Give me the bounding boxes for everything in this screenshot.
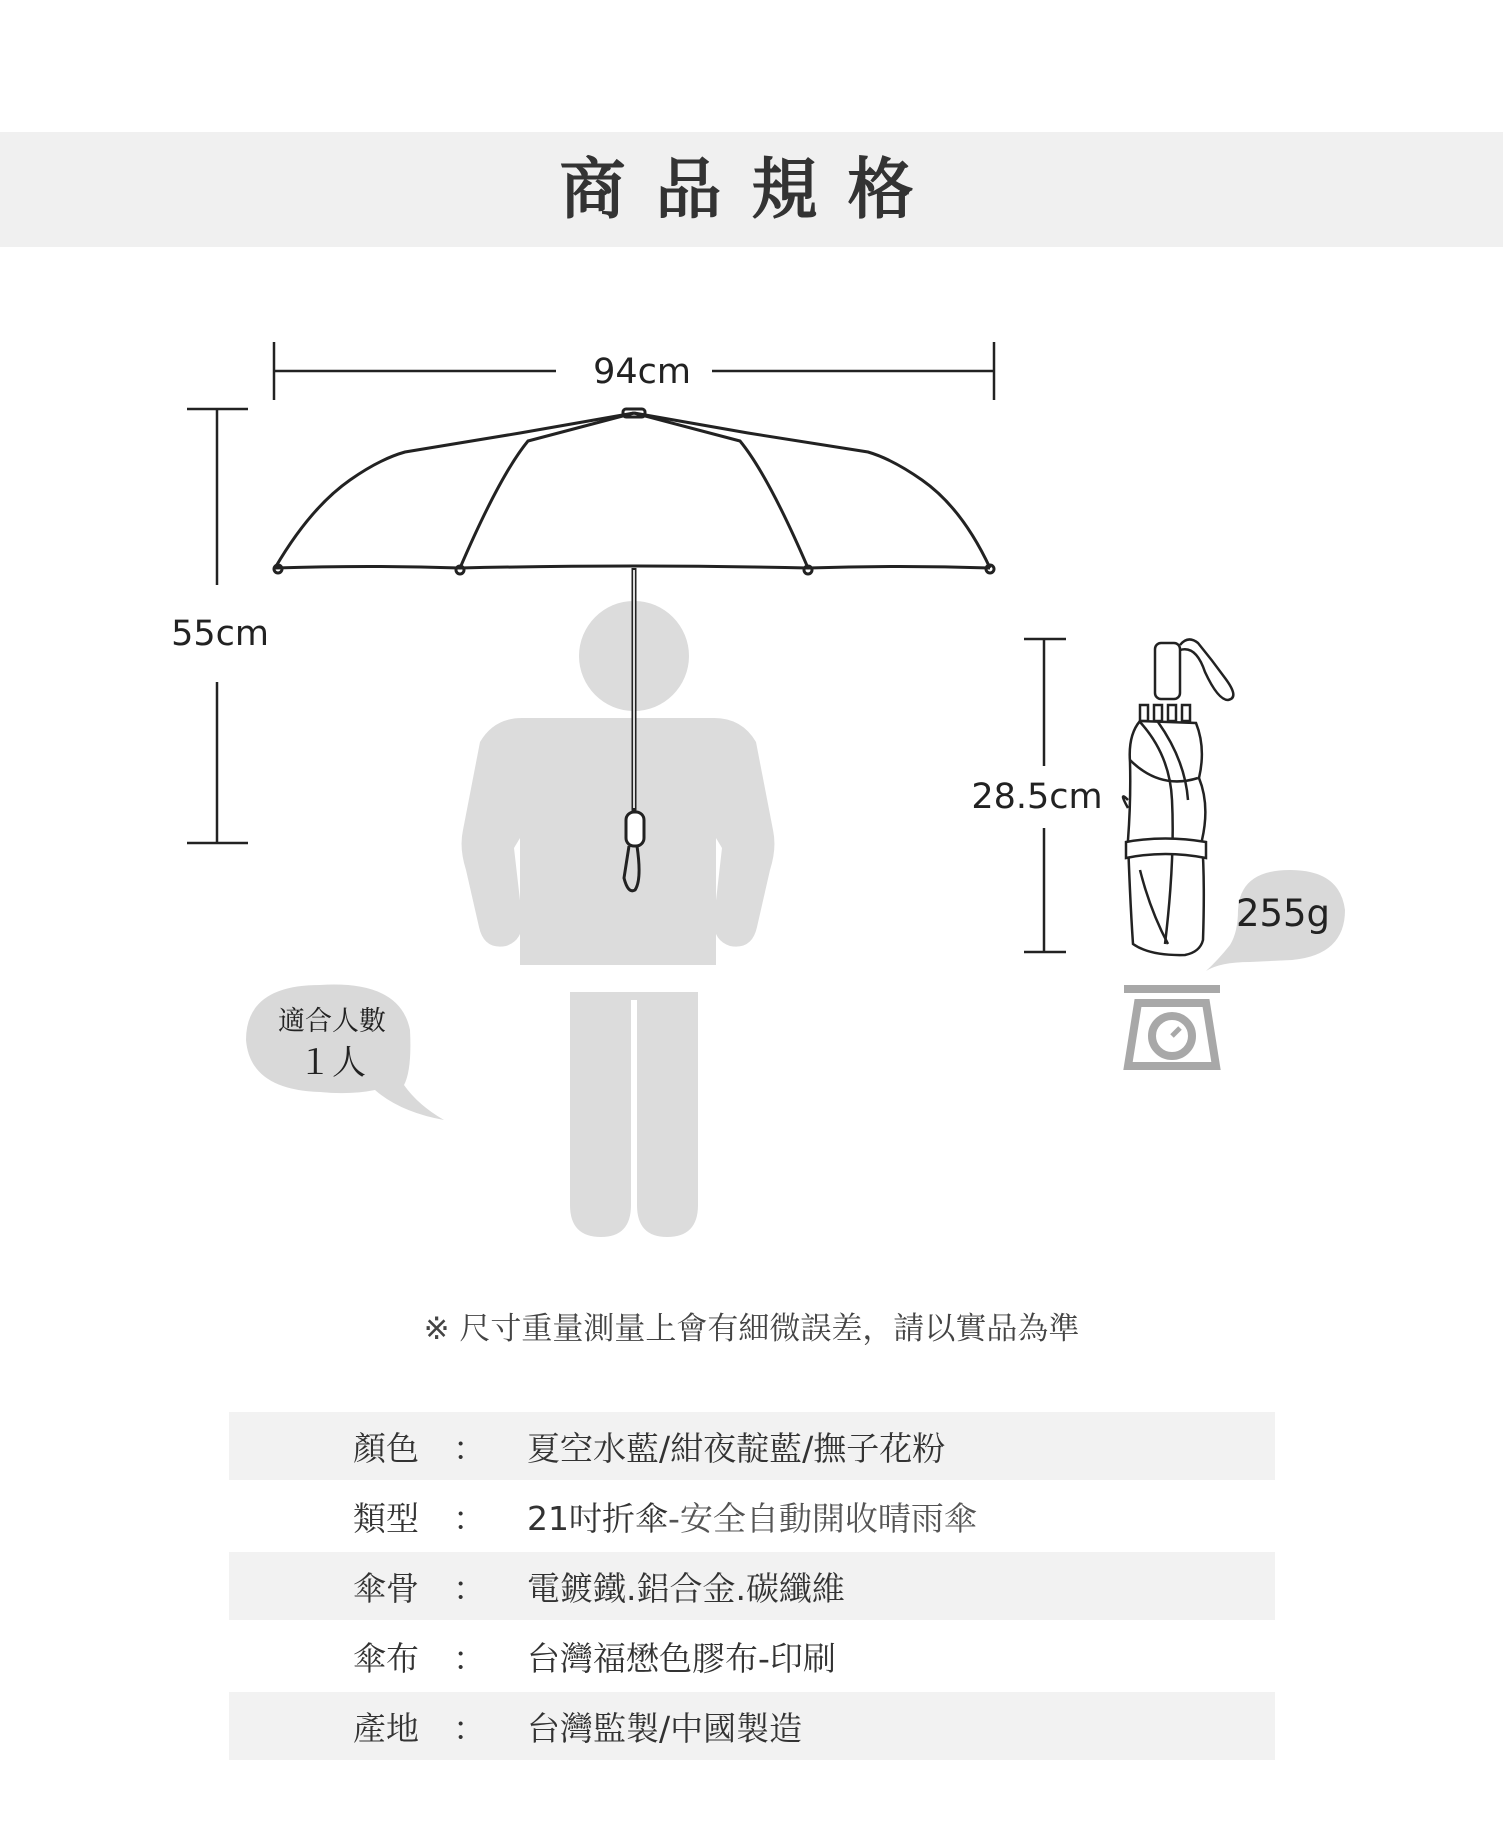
spec-row-color bbox=[229, 1412, 1275, 1480]
spec-colon: ： bbox=[453, 1428, 486, 1468]
spec-key: 類型 bbox=[353, 1498, 419, 1538]
folded-umbrella-icon bbox=[1123, 639, 1233, 955]
person-silhouette-icon bbox=[462, 601, 775, 1237]
spec-key: 產地 bbox=[353, 1708, 419, 1748]
weight-label: 255g bbox=[1235, 892, 1331, 935]
spec-value-main: 21吋折傘 bbox=[527, 1498, 668, 1538]
spec-colon: ： bbox=[453, 1638, 486, 1678]
width-label: 94cm bbox=[593, 352, 691, 392]
spec-value bbox=[527, 1703, 1275, 1750]
spec-key: 傘骨 bbox=[353, 1568, 419, 1608]
scale-icon bbox=[1124, 989, 1220, 1066]
folded-length-label: 28.5cm bbox=[971, 777, 1103, 817]
height-label: 55cm bbox=[171, 614, 269, 654]
spec-row-fabric bbox=[229, 1622, 1275, 1690]
spec-value-main: 台灣福懋色膠布-印刷 bbox=[527, 1638, 836, 1678]
spec-colon: ： bbox=[453, 1568, 486, 1608]
spec-row-type bbox=[229, 1482, 1275, 1550]
spec-row-frame bbox=[229, 1552, 1275, 1620]
spec-colon: ： bbox=[453, 1708, 486, 1748]
spec-value-main: 電鍍鐵.鋁合金.碳纖維 bbox=[527, 1568, 845, 1608]
spec-value bbox=[527, 1633, 1275, 1680]
umbrella-spec-diagram bbox=[0, 300, 1503, 1280]
spec-key: 傘布 bbox=[353, 1638, 419, 1678]
spec-value-main: 夏空水藍/紺夜靛藍/撫子花粉 bbox=[527, 1428, 946, 1468]
open-umbrella-icon bbox=[274, 409, 994, 891]
spec-colon: ： bbox=[453, 1498, 486, 1538]
page-title: 商品規格 bbox=[559, 151, 944, 228]
spec-value bbox=[527, 1493, 1275, 1540]
disclaimer: ※ 尺寸重量測量上會有細微誤差，請以實品為準 bbox=[423, 1311, 1080, 1347]
spec-key: 顏色 bbox=[353, 1428, 419, 1468]
spec-row-origin bbox=[229, 1692, 1275, 1760]
spec-table bbox=[229, 1412, 1275, 1760]
spec-value-main: 台灣監製/中國製造 bbox=[527, 1708, 803, 1748]
spec-value bbox=[527, 1423, 1275, 1470]
capacity-line2: １人 bbox=[298, 1043, 366, 1083]
spec-value-extra: -安全自動開收晴雨傘 bbox=[668, 1498, 977, 1538]
capacity-line1: 適合人數 bbox=[278, 1006, 386, 1037]
spec-value bbox=[527, 1563, 1275, 1610]
